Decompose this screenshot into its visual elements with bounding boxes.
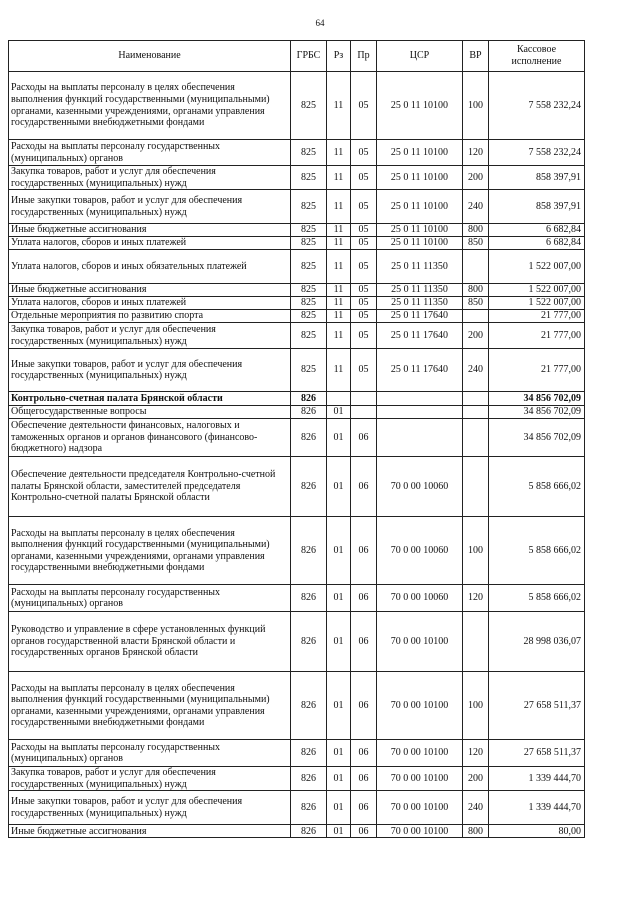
cell-vr: 100 bbox=[463, 672, 489, 740]
cell-grbs: 826 bbox=[291, 767, 327, 791]
cell-grbs: 825 bbox=[291, 166, 327, 190]
cell-csr: 25 0 11 10100 bbox=[377, 237, 463, 250]
cell-pr: 06 bbox=[351, 419, 377, 457]
table-header-row bbox=[9, 41, 585, 72]
cell-rz: 01 bbox=[327, 457, 351, 517]
cell-rz: 11 bbox=[327, 250, 351, 284]
cell-name: Расходы на выплаты персоналу государственных (муниципальных) органов bbox=[9, 140, 291, 166]
cell-name: Иные бюджетные ассигнования bbox=[9, 224, 291, 237]
cell-vr: 800 bbox=[463, 825, 489, 838]
table-row bbox=[9, 612, 585, 672]
cell-csr: 70 0 00 10100 bbox=[377, 612, 463, 672]
cell-rz: 11 bbox=[327, 284, 351, 297]
cell-name: Иные закупки товаров, работ и услуг для обеспечения государственных (муниципальных) нужд bbox=[9, 190, 291, 224]
cell-vr: 120 bbox=[463, 585, 489, 612]
cell-pr bbox=[351, 406, 377, 419]
cell-name: Контрольно-счетная палата Брянской области bbox=[9, 392, 291, 406]
header-pr: Пр bbox=[351, 41, 377, 72]
cell-amount: 6 682,84 bbox=[489, 237, 585, 250]
cell-csr: 25 0 11 11350 bbox=[377, 284, 463, 297]
cell-name: Закупка товаров, работ и услуг для обеспечения государственных (муниципальных) нужд bbox=[9, 323, 291, 349]
cell-rz: 01 bbox=[327, 672, 351, 740]
header-amount: Кассовое исполнение bbox=[489, 41, 585, 72]
cell-pr: 06 bbox=[351, 585, 377, 612]
cell-pr: 06 bbox=[351, 791, 377, 825]
cell-vr: 850 bbox=[463, 297, 489, 310]
cell-name: Расходы на выплаты персоналу государственных (муниципальных) органов bbox=[9, 740, 291, 767]
table-row bbox=[9, 406, 585, 419]
cell-name: Руководство и управление в сфере установленных функций органов государственной власти Брянской области и государственных органов Брянской области bbox=[9, 612, 291, 672]
cell-csr: 25 0 11 10100 bbox=[377, 140, 463, 166]
header-csr: ЦСР bbox=[377, 41, 463, 72]
cell-vr: 800 bbox=[463, 224, 489, 237]
table-row bbox=[9, 585, 585, 612]
cell-grbs: 825 bbox=[291, 224, 327, 237]
cell-name: Расходы на выплаты персоналу в целях обеспечения выполнения функций государственными (муниципальными) органами, казенными учреждениями, органами управления государственными внебюджетными фондами bbox=[9, 672, 291, 740]
cell-amount: 21 777,00 bbox=[489, 349, 585, 392]
cell-name: Обеспечение деятельности финансовых, налоговых и таможенных органов и органов финансового (финансово-бюджетного) надзора bbox=[9, 419, 291, 457]
cell-csr: 25 0 11 17640 bbox=[377, 349, 463, 392]
cell-name: Уплата налогов, сборов и иных платежей bbox=[9, 237, 291, 250]
cell-grbs: 825 bbox=[291, 284, 327, 297]
cell-vr bbox=[463, 392, 489, 406]
table-row bbox=[9, 457, 585, 517]
cell-pr: 05 bbox=[351, 190, 377, 224]
cell-name: Иные бюджетные ассигнования bbox=[9, 825, 291, 838]
cell-grbs: 826 bbox=[291, 740, 327, 767]
cell-csr bbox=[377, 392, 463, 406]
cell-amount: 858 397,91 bbox=[489, 166, 585, 190]
cell-rz: 01 bbox=[327, 406, 351, 419]
table-row bbox=[9, 349, 585, 392]
cell-csr: 70 0 00 10060 bbox=[377, 457, 463, 517]
cell-amount: 80,00 bbox=[489, 825, 585, 838]
table-row bbox=[9, 419, 585, 457]
cell-name: Уплата налогов, сборов и иных обязательных платежей bbox=[9, 250, 291, 284]
cell-amount: 7 558 232,24 bbox=[489, 140, 585, 166]
cell-vr: 120 bbox=[463, 740, 489, 767]
cell-grbs: 825 bbox=[291, 297, 327, 310]
cell-rz: 01 bbox=[327, 612, 351, 672]
cell-csr: 70 0 00 10060 bbox=[377, 517, 463, 585]
cell-rz: 11 bbox=[327, 310, 351, 323]
cell-csr: 25 0 11 17640 bbox=[377, 310, 463, 323]
cell-rz: 11 bbox=[327, 140, 351, 166]
cell-pr: 05 bbox=[351, 310, 377, 323]
cell-vr bbox=[463, 310, 489, 323]
header-rz: Рз bbox=[327, 41, 351, 72]
cell-rz: 01 bbox=[327, 585, 351, 612]
cell-vr: 100 bbox=[463, 517, 489, 585]
cell-pr: 05 bbox=[351, 140, 377, 166]
cell-pr: 06 bbox=[351, 612, 377, 672]
cell-amount: 28 998 036,07 bbox=[489, 612, 585, 672]
cell-pr: 06 bbox=[351, 767, 377, 791]
cell-csr: 25 0 11 17640 bbox=[377, 323, 463, 349]
cell-name: Иные закупки товаров, работ и услуг для обеспечения государственных (муниципальных) нужд bbox=[9, 791, 291, 825]
cell-grbs: 826 bbox=[291, 406, 327, 419]
cell-pr: 05 bbox=[351, 166, 377, 190]
cell-name: Расходы на выплаты персоналу в целях обеспечения выполнения функций государственными (муниципальными) органами, казенными учреждениями, органами управления государственными внебюджетными фондами bbox=[9, 517, 291, 585]
cell-amount: 27 658 511,37 bbox=[489, 740, 585, 767]
cell-amount: 27 658 511,37 bbox=[489, 672, 585, 740]
cell-csr: 70 0 00 10060 bbox=[377, 585, 463, 612]
cell-vr: 850 bbox=[463, 237, 489, 250]
table-row bbox=[9, 517, 585, 585]
cell-pr: 05 bbox=[351, 284, 377, 297]
cell-grbs: 825 bbox=[291, 190, 327, 224]
cell-name: Обеспечение деятельности председателя Контрольно-счетной палаты Брянской области, заместителей председателя Контрольно-счетной палаты Брянской области bbox=[9, 457, 291, 517]
cell-rz: 11 bbox=[327, 237, 351, 250]
cell-rz: 01 bbox=[327, 825, 351, 838]
cell-name: Расходы на выплаты персоналу государственных (муниципальных) органов bbox=[9, 585, 291, 612]
cell-amount: 34 856 702,09 bbox=[489, 406, 585, 419]
cell-pr: 05 bbox=[351, 237, 377, 250]
cell-grbs: 825 bbox=[291, 140, 327, 166]
cell-grbs: 826 bbox=[291, 585, 327, 612]
cell-name: Иные бюджетные ассигнования bbox=[9, 284, 291, 297]
cell-csr: 25 0 11 10100 bbox=[377, 166, 463, 190]
cell-csr: 25 0 11 10100 bbox=[377, 224, 463, 237]
cell-vr: 240 bbox=[463, 791, 489, 825]
cell-name: Иные закупки товаров, работ и услуг для обеспечения государственных (муниципальных) нужд bbox=[9, 349, 291, 392]
cell-pr: 06 bbox=[351, 517, 377, 585]
cell-rz: 01 bbox=[327, 767, 351, 791]
cell-rz: 01 bbox=[327, 791, 351, 825]
cell-name: Закупка товаров, работ и услуг для обеспечения государственных (муниципальных) нужд bbox=[9, 166, 291, 190]
cell-amount: 5 858 666,02 bbox=[489, 517, 585, 585]
table-row bbox=[9, 323, 585, 349]
cell-amount: 1 339 444,70 bbox=[489, 767, 585, 791]
cell-csr: 70 0 00 10100 bbox=[377, 767, 463, 791]
cell-amount: 21 777,00 bbox=[489, 323, 585, 349]
cell-amount: 5 858 666,02 bbox=[489, 585, 585, 612]
cell-grbs: 826 bbox=[291, 672, 327, 740]
cell-vr: 240 bbox=[463, 349, 489, 392]
table-row bbox=[9, 140, 585, 166]
cell-csr: 25 0 11 10100 bbox=[377, 72, 463, 140]
cell-name: Общегосударственные вопросы bbox=[9, 406, 291, 419]
header-name: Наименование bbox=[9, 41, 291, 72]
cell-name: Отдельные мероприятия по развитию спорта bbox=[9, 310, 291, 323]
cell-vr: 120 bbox=[463, 140, 489, 166]
table-row bbox=[9, 237, 585, 250]
page-number: 64 bbox=[315, 18, 325, 28]
cell-rz: 01 bbox=[327, 419, 351, 457]
cell-vr: 200 bbox=[463, 323, 489, 349]
table-row bbox=[9, 72, 585, 140]
table-row bbox=[9, 672, 585, 740]
cell-pr: 06 bbox=[351, 825, 377, 838]
table-row bbox=[9, 297, 585, 310]
cell-pr: 06 bbox=[351, 672, 377, 740]
cell-csr: 70 0 00 10100 bbox=[377, 672, 463, 740]
cell-pr: 05 bbox=[351, 224, 377, 237]
cell-grbs: 826 bbox=[291, 419, 327, 457]
cell-csr: 25 0 11 10100 bbox=[377, 190, 463, 224]
cell-vr: 800 bbox=[463, 284, 489, 297]
cell-csr: 70 0 00 10100 bbox=[377, 791, 463, 825]
cell-rz: 11 bbox=[327, 72, 351, 140]
cell-amount: 1 522 007,00 bbox=[489, 250, 585, 284]
cell-rz: 11 bbox=[327, 349, 351, 392]
table-row bbox=[9, 190, 585, 224]
table-row bbox=[9, 310, 585, 323]
cell-rz bbox=[327, 392, 351, 406]
cell-name: Закупка товаров, работ и услуг для обеспечения государственных (муниципальных) нужд bbox=[9, 767, 291, 791]
cell-pr: 05 bbox=[351, 323, 377, 349]
cell-amount: 34 856 702,09 bbox=[489, 419, 585, 457]
table-row bbox=[9, 166, 585, 190]
cell-vr: 100 bbox=[463, 72, 489, 140]
cell-csr bbox=[377, 406, 463, 419]
cell-vr bbox=[463, 250, 489, 284]
cell-grbs: 826 bbox=[291, 612, 327, 672]
budget-execution-table bbox=[8, 40, 585, 838]
cell-grbs: 825 bbox=[291, 310, 327, 323]
cell-grbs: 826 bbox=[291, 392, 327, 406]
cell-vr bbox=[463, 419, 489, 457]
cell-vr: 240 bbox=[463, 190, 489, 224]
cell-pr: 06 bbox=[351, 740, 377, 767]
cell-grbs: 825 bbox=[291, 250, 327, 284]
cell-pr: 05 bbox=[351, 349, 377, 392]
cell-rz: 01 bbox=[327, 517, 351, 585]
cell-rz: 11 bbox=[327, 166, 351, 190]
cell-vr bbox=[463, 612, 489, 672]
cell-csr bbox=[377, 419, 463, 457]
cell-grbs: 825 bbox=[291, 237, 327, 250]
cell-rz: 11 bbox=[327, 190, 351, 224]
cell-amount: 34 856 702,09 bbox=[489, 392, 585, 406]
cell-grbs: 826 bbox=[291, 825, 327, 838]
table-row bbox=[9, 791, 585, 825]
table-row bbox=[9, 825, 585, 838]
cell-pr: 05 bbox=[351, 250, 377, 284]
cell-vr bbox=[463, 457, 489, 517]
table-row bbox=[9, 224, 585, 237]
cell-amount: 858 397,91 bbox=[489, 190, 585, 224]
cell-rz: 11 bbox=[327, 297, 351, 310]
cell-rz: 11 bbox=[327, 323, 351, 349]
cell-csr: 25 0 11 11350 bbox=[377, 297, 463, 310]
cell-amount: 5 858 666,02 bbox=[489, 457, 585, 517]
cell-pr: 05 bbox=[351, 72, 377, 140]
cell-pr bbox=[351, 392, 377, 406]
cell-vr: 200 bbox=[463, 166, 489, 190]
cell-vr: 200 bbox=[463, 767, 489, 791]
cell-rz: 01 bbox=[327, 740, 351, 767]
cell-amount: 1 339 444,70 bbox=[489, 791, 585, 825]
cell-grbs: 826 bbox=[291, 791, 327, 825]
cell-grbs: 825 bbox=[291, 323, 327, 349]
header-grbs: ГРБС bbox=[291, 41, 327, 72]
cell-csr: 70 0 00 10100 bbox=[377, 825, 463, 838]
cell-amount: 6 682,84 bbox=[489, 224, 585, 237]
cell-pr: 05 bbox=[351, 297, 377, 310]
header-vr: ВР bbox=[463, 41, 489, 72]
cell-amount: 1 522 007,00 bbox=[489, 284, 585, 297]
cell-amount: 7 558 232,24 bbox=[489, 72, 585, 140]
cell-grbs: 825 bbox=[291, 349, 327, 392]
cell-amount: 1 522 007,00 bbox=[489, 297, 585, 310]
table-row bbox=[9, 740, 585, 767]
cell-pr: 06 bbox=[351, 457, 377, 517]
cell-grbs: 825 bbox=[291, 72, 327, 140]
cell-grbs: 826 bbox=[291, 457, 327, 517]
cell-name: Расходы на выплаты персоналу в целях обеспечения выполнения функций государственными (муниципальными) органами, казенными учреждениями, органами управления государственными внебюджетными фондами bbox=[9, 72, 291, 140]
cell-vr bbox=[463, 406, 489, 419]
cell-grbs: 826 bbox=[291, 517, 327, 585]
table-row bbox=[9, 284, 585, 297]
table-row bbox=[9, 767, 585, 791]
cell-name: Уплата налогов, сборов и иных платежей bbox=[9, 297, 291, 310]
cell-amount: 21 777,00 bbox=[489, 310, 585, 323]
cell-csr: 25 0 11 11350 bbox=[377, 250, 463, 284]
table-row bbox=[9, 250, 585, 284]
table-row bbox=[9, 392, 585, 406]
cell-rz: 11 bbox=[327, 224, 351, 237]
cell-csr: 70 0 00 10100 bbox=[377, 740, 463, 767]
